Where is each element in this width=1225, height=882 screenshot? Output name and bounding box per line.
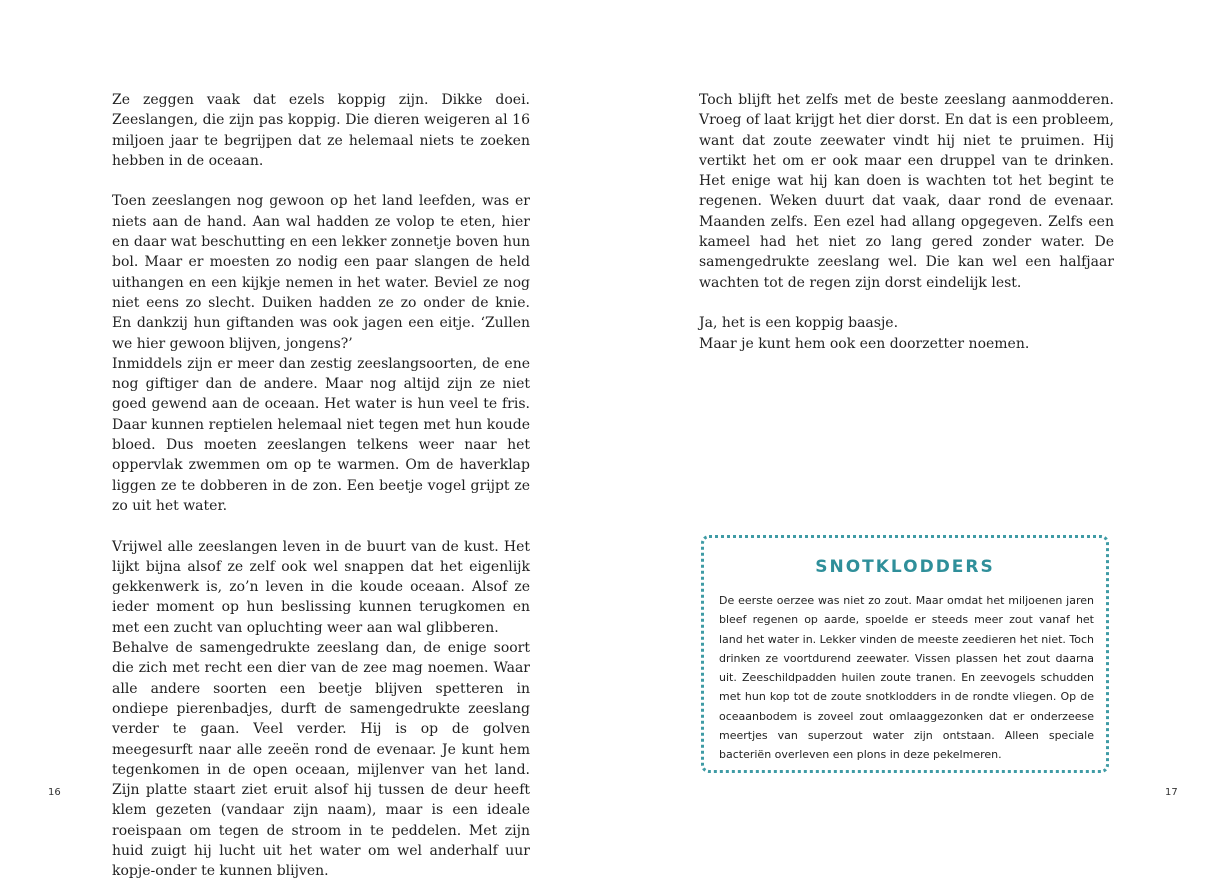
right-page — [612, 0, 1224, 866]
snotklodders-infobox — [701, 535, 1109, 773]
paragraph: Inmiddels zijn er meer dan zestig zeeslangsoorten, de ene nog giftiger dan de andere. Maar nog altijd zijn ze niet goed gewend aan de oceaan. Het water is hun veel te fris. Daar kunnen reptielen helemaal niet tegen met hun koude bloed. Dus moeten zeeslangen telkens weer naar het oppervlak zwemmen om op te warmen. Om de haverklap liggen ze te dobberen in de zon. Een beetje vogel grijpt ze zo uit het water. — [112, 355, 530, 514]
page-number: 16 — [48, 787, 61, 798]
left-page-text — [112, 90, 530, 882]
infobox-title: SNOTKLODDERS — [815, 557, 995, 577]
paragraph: Ze zeggen vaak dat ezels koppig zijn. Dikke doei. Zeeslangen, die zijn pas koppig. Die dieren weigeren al 16 miljoen jaar te begrijpen dat ze helemaal niets te zoeken hebben in de oceaan. — [112, 92, 530, 169]
left-page — [0, 0, 612, 880]
paragraph: Maar je kunt hem ook een doorzetter noemen. — [699, 335, 1030, 352]
paragraph: Toch blijft het zelfs met de beste zeeslang aanmodderen. Vroeg of laat krijgt het dier dorst. En dat is een probleem, want dat zoute zeewater vindt hij niet te pruimen. Hij vertikt het om er ook maar een druppel van te drinken. Het enige wat hij kan doen is wachten tot het begint te regenen. Weken duurt dat vaak, daar rond de evenaar. Maanden zelfs. Een ezel had allang opgegeven. Zelfs een kameel had het niet zo lang gered zonder water. De samengedrukte zeeslang wel. Die kan wel een halfjaar wachten tot de regen zijn dorst eindelijk lest. — [699, 92, 1114, 291]
infobox-body: De eerste oerzee was niet zo zout. Maar omdat het miljoenen jaren bleef regenen op aarde, spoelde er steeds meer zout vanaf het land het water in. Lekker vinden de meeste zeedieren het niet. Toch drinken ze voortdurend zeewater. Vissen plassen het zout daarna uit. Zeeschildpadden huilen zoute tranen. En zeevogels schudden met hun kop tot de zoute snotklodders in de rondte vliegen. Op de oceaanbodem is zoveel zout omlaaggezonken dat er onderzeese meertjes van superzout water zijn ontstaan. Alleen speciale bacteriën overleven een plons in deze pekelmeren. — [719, 594, 1094, 762]
right-page-text — [699, 90, 1114, 354]
paragraph: Vrijwel alle zeeslangen leven in de buurt van de kust. Het lijkt bijna alsof ze zelf ook wel snappen dat het eigenlijk gekkenwerk is, zo’n leven in die koude oceaan. Alsof ze ieder moment op hun beslissing kunnen terugkomen en met een zucht van opluchting weer aan wal glibberen. — [112, 538, 530, 636]
paragraph: Toen zeeslangen nog gewoon op het land leefden, was er niets aan de hand. Aan wal hadden ze volop te eten, hier en daar wat beschutting en een lekker zonnetje boven hun bol. Maar er moesten zo nodig een paar slangen de held uithangen en een kijkje nemen in het water. Beviel ze nog niet eens zo slecht. Duiken hadden ze zo onder de knie. En dankzij hun giftanden was ook jagen een eitje. ‘Zullen we hier gewoon blijven, jongens?’ — [112, 193, 530, 352]
page-number: 17 — [1165, 787, 1178, 798]
paragraph: Behalve de samengedrukte zeeslang dan, de enige soort die zich met recht een dier van de zee mag noemen. Waar alle andere soorten een beetje blijven spetteren in ondiepe pierenbadjes, durft de samengedrukte zeeslang verder te gaan. Veel verder. Hij is op de golven meegesurft naar alle zeeën rond de evenaar. Je kunt hem tegenkomen in de open oceaan, mijlenver van het land. Zijn platte staart ziet eruit alsof hij tussen de deur heeft klem gezeten (vandaar zijn naam), maar is een ideale roeispaan om tegen de stroom in te peddelen. Met zijn huid zuigt hij lucht uit het water om wel anderhalf uur kopje-onder te kunnen blijven. — [112, 640, 530, 880]
paragraph: Ja, het is een koppig baasje. — [699, 315, 899, 332]
